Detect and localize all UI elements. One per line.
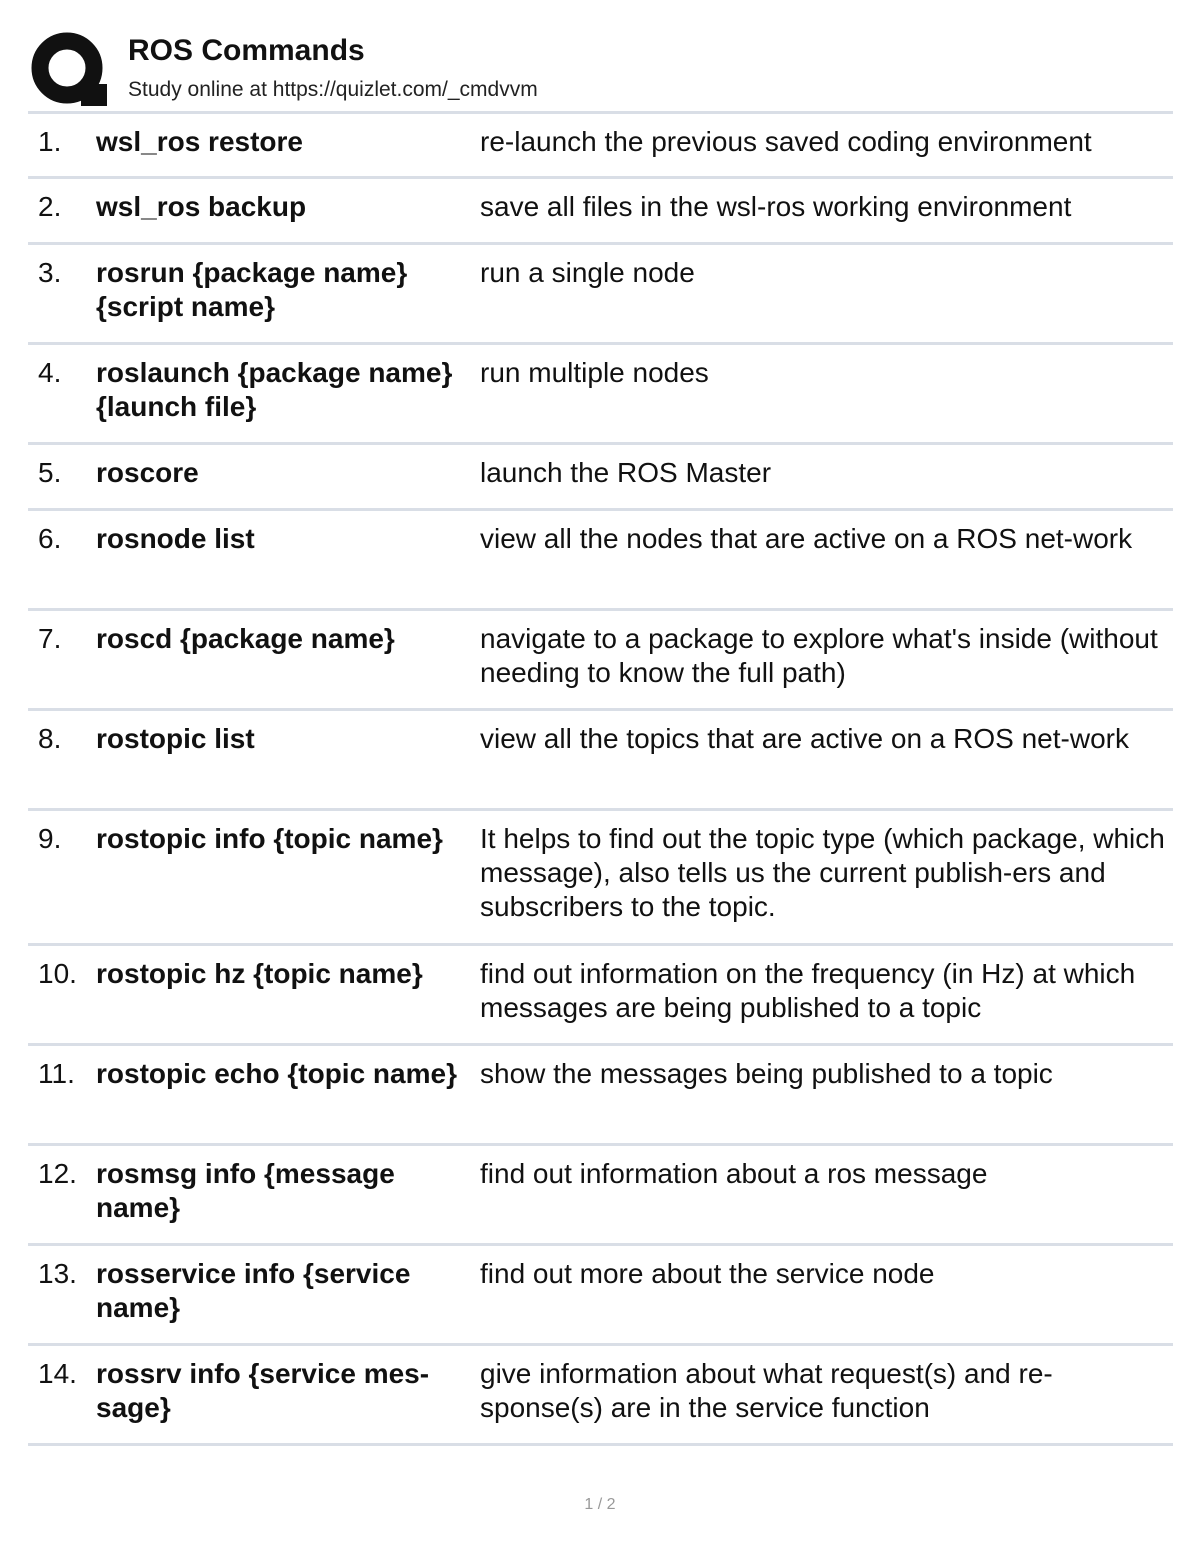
table-row	[28, 511, 1173, 611]
term: roscd {package name}	[96, 623, 395, 654]
row-number: 9.	[38, 823, 62, 854]
definition: find out more about the service node	[480, 1258, 935, 1289]
definition: It helps to find out the topic type (which package, which message), also tells us the current publish-ers and subscribers to the topic.	[480, 823, 1165, 922]
row-number: 13.	[38, 1258, 77, 1289]
table-row	[28, 1046, 1173, 1146]
table-row	[28, 445, 1173, 511]
table-row	[28, 1246, 1173, 1346]
table-row	[28, 611, 1173, 711]
definition: view all the topics that are active on a ROS net-work	[480, 723, 1129, 754]
definition: launch the ROS Master	[480, 457, 772, 488]
row-number: 2.	[38, 191, 62, 222]
term: rosservice info {service name}	[96, 1258, 411, 1323]
row-number: 8.	[38, 723, 62, 754]
table-row	[28, 1146, 1173, 1246]
definition: find out information on the frequency (in Hz) at which messages are being published to a topic	[480, 958, 1136, 1023]
row-number: 11.	[38, 1058, 75, 1089]
term: wsl_ros restore	[96, 126, 303, 157]
definition: show the messages being published to a topic	[480, 1058, 1053, 1089]
page-title: ROS Commands	[128, 34, 365, 67]
term: roslaunch {package name} {launch file}	[96, 357, 453, 422]
term: rosrun {package name} {script name}	[96, 257, 408, 322]
quizlet-q-logo-icon	[31, 32, 107, 108]
definition: run a single node	[480, 257, 695, 288]
term: rosmsg info {message name}	[96, 1158, 395, 1223]
study-online-link-text: Study online at https://quizlet.com/_cmdvvm	[128, 78, 538, 101]
row-number: 6.	[38, 523, 62, 554]
term: rostopic echo {topic name}	[96, 1058, 457, 1089]
definition: save all files in the wsl-ros working environment	[480, 191, 1072, 222]
term: roscore	[96, 457, 199, 488]
flashcard-table	[28, 114, 1173, 1446]
term: rosnode list	[96, 523, 255, 554]
term: rostopic info {topic name}	[96, 823, 443, 854]
term: wsl_ros backup	[96, 191, 307, 222]
table-row	[28, 711, 1173, 811]
row-number: 10.	[38, 958, 77, 989]
row-number: 14.	[38, 1358, 77, 1389]
term: rostopic hz {topic name}	[96, 958, 423, 989]
document-header	[28, 28, 1178, 112]
table-row	[28, 245, 1173, 345]
table-row	[28, 946, 1173, 1046]
table-row	[28, 811, 1173, 946]
row-number: 1.	[38, 126, 62, 157]
row-number: 4.	[38, 357, 62, 388]
row-number: 12.	[38, 1158, 77, 1189]
table-row	[28, 345, 1173, 445]
definition: view all the nodes that are active on a ROS net-work	[480, 523, 1133, 554]
row-number: 3.	[38, 257, 62, 288]
definition: run multiple nodes	[480, 357, 709, 388]
definition: give information about what request(s) and re-sponse(s) are in the service function	[480, 1358, 1053, 1423]
row-number: 7.	[38, 623, 62, 654]
definition: find out information about a ros message	[480, 1158, 988, 1189]
row-number: 5.	[38, 457, 62, 488]
definition: navigate to a package to explore what's inside (without needing to know the full path)	[480, 623, 1158, 688]
term: rossrv info {service mes-sage}	[96, 1358, 430, 1423]
table-row	[28, 179, 1173, 245]
page-number: 1 / 2	[584, 1496, 616, 1513]
table-row	[28, 1346, 1173, 1446]
table-row	[28, 114, 1173, 179]
term: rostopic list	[96, 723, 255, 754]
definition: re-launch the previous saved coding environment	[480, 126, 1092, 157]
